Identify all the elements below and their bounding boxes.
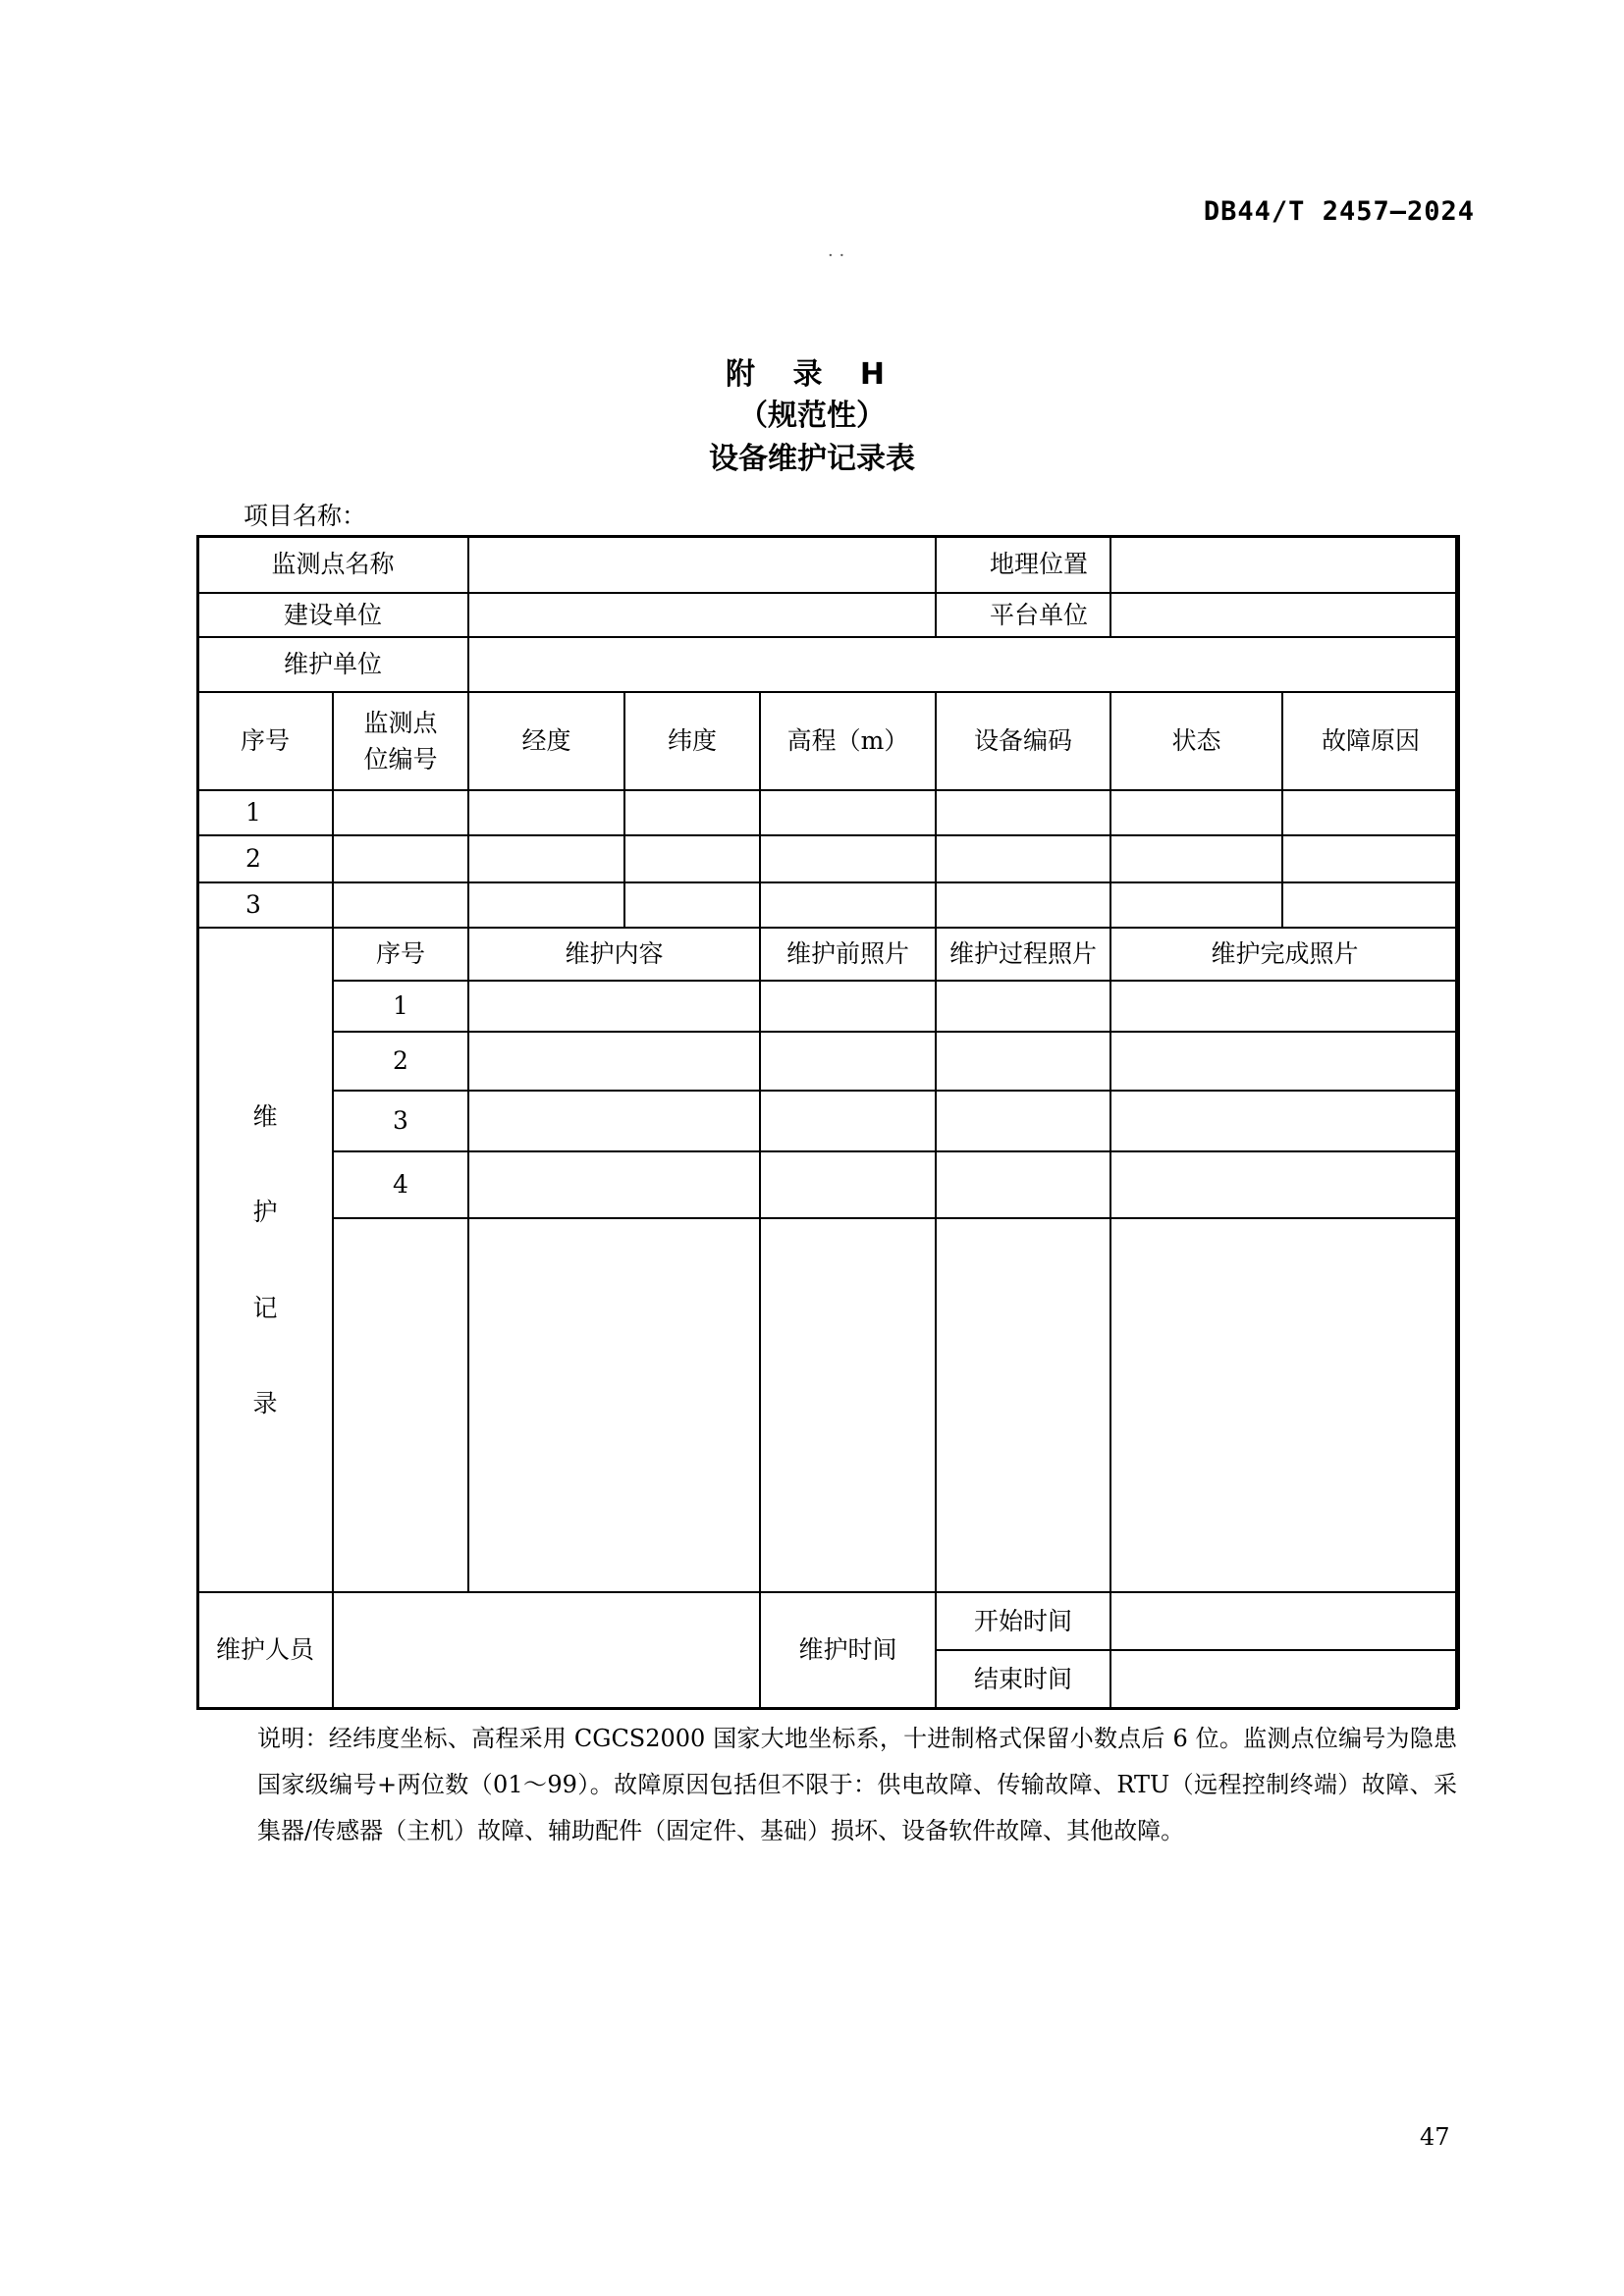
side-char-3: 记: [252, 1293, 278, 1322]
project-name-label: 项目名称：: [244, 502, 367, 530]
device-cell[interactable]: [333, 835, 468, 882]
device-cell[interactable]: [936, 882, 1110, 928]
device-cell[interactable]: [624, 790, 760, 835]
maint-cell[interactable]: [760, 1218, 936, 1592]
device-cell[interactable]: [333, 790, 468, 835]
maint-cell[interactable]: [468, 1032, 760, 1091]
maint-cell[interactable]: [333, 1218, 468, 1592]
device-cell[interactable]: [333, 882, 468, 928]
maint-cell[interactable]: [936, 981, 1110, 1032]
device-cell[interactable]: [760, 882, 936, 928]
device-row-1-no: 1: [197, 790, 333, 835]
device-row-2-no: 2: [197, 835, 333, 882]
device-cell[interactable]: [936, 835, 1110, 882]
device-cell[interactable]: [760, 835, 936, 882]
maint-header-0: 序号: [333, 928, 468, 981]
maint-cell[interactable]: [468, 981, 760, 1032]
device-header-1-text: 监测点位编号: [363, 708, 438, 774]
maint-row-1-no: 1: [333, 981, 468, 1032]
maint-time-label: 维护时间: [760, 1592, 936, 1708]
device-header-4: 高程（m）: [760, 692, 936, 790]
build-unit-value[interactable]: [468, 593, 936, 637]
maint-cell[interactable]: [936, 1151, 1110, 1218]
side-char-4: 录: [252, 1389, 278, 1417]
table-title: 设备维护记录表: [709, 442, 915, 476]
maint-cell[interactable]: [760, 1151, 936, 1218]
device-cell[interactable]: [468, 835, 624, 882]
side-char-2: 护: [252, 1198, 278, 1226]
appendix-title: 附 录 H: [726, 357, 898, 392]
device-header-2: 经度: [468, 692, 624, 790]
maint-row-3-no: 3: [333, 1091, 468, 1151]
header-dots: · ·: [828, 245, 845, 266]
end-time-label: 结束时间: [936, 1650, 1110, 1708]
maint-record-side-label: [197, 928, 333, 1592]
device-header-7: 故障原因: [1282, 692, 1459, 790]
side-char-1: 维: [252, 1101, 278, 1131]
device-cell[interactable]: [1110, 835, 1282, 882]
location-label: 地理位置: [936, 536, 1110, 593]
maint-cell[interactable]: [468, 1151, 760, 1218]
device-cell[interactable]: [468, 882, 624, 928]
maint-header-2: 维护前照片: [760, 928, 936, 981]
appendix-normative: （规范性）: [738, 399, 886, 433]
start-time-value[interactable]: [1110, 1592, 1459, 1650]
page-number: 47: [1420, 2123, 1450, 2151]
maint-header-4: 维护完成照片: [1110, 928, 1459, 981]
maint-cell[interactable]: [936, 1218, 1110, 1592]
table-note: 说明：经纬度坐标、高程采用 CGCS2000 国家大地坐标系，十进制格式保留小数点后 6 位。监测点位编号为隐患国家级编号+两位数（01～99）。故障原因包括但不限于：供电故障、传输故障、RTU（远程控制终端）故障、采集器/传感器（主机）故障、辅助配件（固定件、基础）损坏、设备软件故障、其他故障。: [257, 1725, 1457, 1844]
device-cell[interactable]: [624, 882, 760, 928]
maint-row-4-no: 4: [333, 1151, 468, 1218]
device-cell[interactable]: [1282, 835, 1459, 882]
maint-cell[interactable]: [760, 1091, 936, 1151]
maint-cell[interactable]: [1110, 1151, 1459, 1218]
device-cell[interactable]: [1282, 790, 1459, 835]
maint-row-2-no: 2: [333, 1032, 468, 1091]
maint-cell[interactable]: [760, 1032, 936, 1091]
device-cell[interactable]: [1110, 882, 1282, 928]
device-header-0: 序号: [197, 692, 333, 790]
device-header-3: 纬度: [624, 692, 760, 790]
maint-cell[interactable]: [1110, 1218, 1459, 1592]
site-name-value[interactable]: [468, 536, 936, 593]
device-cell[interactable]: [936, 790, 1110, 835]
maint-person-label: 维护人员: [197, 1592, 333, 1708]
device-cell[interactable]: [468, 790, 624, 835]
maint-cell[interactable]: [1110, 1091, 1459, 1151]
platform-unit-value[interactable]: [1110, 593, 1459, 637]
device-header-5: 设备编码: [936, 692, 1110, 790]
maint-cell[interactable]: [468, 1091, 760, 1151]
location-value[interactable]: [1110, 536, 1459, 593]
device-row-3-no: 3: [197, 882, 333, 928]
maint-header-1: 维护内容: [468, 928, 760, 981]
start-time-label: 开始时间: [936, 1592, 1110, 1650]
maint-cell[interactable]: [936, 1091, 1110, 1151]
maint-person-value[interactable]: [333, 1592, 760, 1708]
maint-cell[interactable]: [760, 981, 936, 1032]
device-cell[interactable]: [624, 835, 760, 882]
platform-unit-label: 平台单位: [936, 593, 1110, 637]
maint-unit-label: 维护单位: [197, 637, 468, 692]
device-header-1: [333, 692, 468, 790]
device-cell[interactable]: [1110, 790, 1282, 835]
document-code: DB44/T 2457—2024: [1203, 196, 1475, 227]
maint-cell[interactable]: [468, 1218, 760, 1592]
maint-cell[interactable]: [936, 1032, 1110, 1091]
maint-header-3: 维护过程照片: [936, 928, 1110, 981]
device-cell[interactable]: [760, 790, 936, 835]
device-cell[interactable]: [1282, 882, 1459, 928]
device-header-6: 状态: [1110, 692, 1282, 790]
maint-cell[interactable]: [1110, 981, 1459, 1032]
build-unit-label: 建设单位: [197, 593, 468, 637]
maintenance-record-table: [196, 535, 1460, 1709]
site-name-label: 监测点名称: [197, 536, 468, 593]
maint-unit-value[interactable]: [468, 637, 1459, 692]
end-time-value[interactable]: [1110, 1650, 1459, 1708]
maint-cell[interactable]: [1110, 1032, 1459, 1091]
